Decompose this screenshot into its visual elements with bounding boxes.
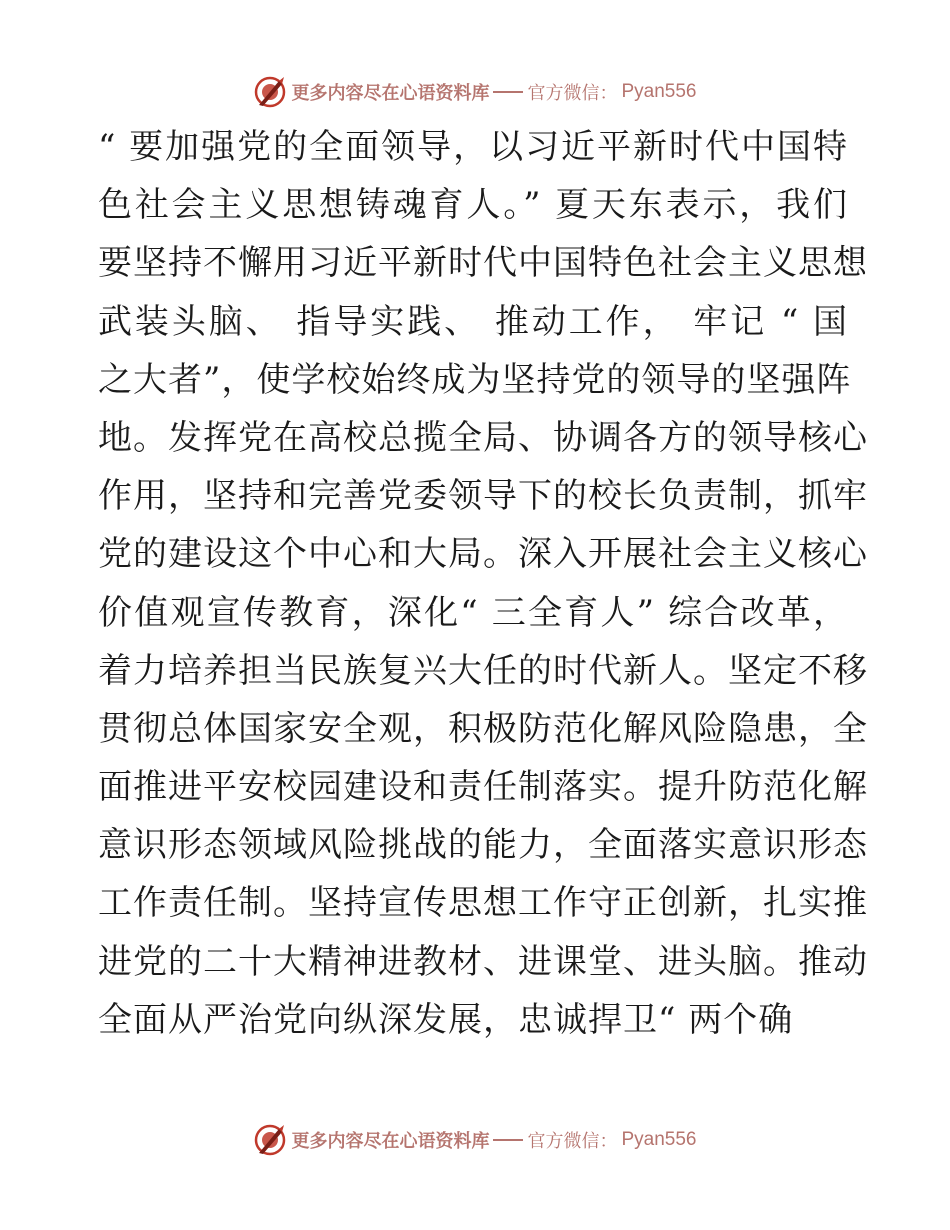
body-line: 之大者”，使学校始终成为坚持党的领导的坚强阵 (98, 359, 852, 400)
body-line: 面推进平安校园建设和责任制落实。提升防范化解 (98, 767, 868, 808)
body-line: 党的建设这个中心和大局。深入开展社会主义核心 (98, 534, 868, 575)
header-separator (493, 91, 523, 93)
footer-official-text: 官方微信： (527, 1131, 618, 1152)
footer-watermark (0, 1120, 950, 1160)
body-line: 意识形态领域风险挑战的能力，全面落实意识形态 (98, 825, 868, 866)
body-line: 进党的二十大精神进教材、进课堂、进头脑。推动 (98, 941, 868, 982)
body-line: 着力培养担当民族复兴大任的时代新人。坚定不移 (98, 650, 868, 691)
body-line: 作用，坚持和完善党委领导下的校长负责制，抓牢 (98, 476, 868, 517)
footer-site-text: 更多内容尽在心语资料库 (291, 1131, 490, 1152)
body-line: 武装头脑、 指导实践、 推动工作， 牢记 “ 国 (98, 301, 848, 342)
body-line: 要坚持不懈用习近平新时代中国特色社会主义思想 (98, 243, 868, 284)
body-line: 贯彻总体国家安全观，积极防范化解风险隐患，全 (98, 708, 868, 749)
body-line: 价值观宣传教育，深化“ 三全育人” 综合改革， (98, 592, 848, 633)
footer-separator (493, 1139, 523, 1141)
header-watermark (0, 72, 950, 112)
body-line: 全面从严治党向纵深发展，忠诚捍卫“ 两个确 (98, 999, 794, 1040)
quill-pen-logo-icon (253, 1123, 287, 1157)
footer-wechat-id: Pyan556 (621, 1129, 697, 1150)
header-site-text: 更多内容尽在心语资料库 (291, 83, 490, 104)
body-line: “ 要加强党的全面领导，以习近平新时代中国特 (98, 127, 848, 167)
header-wechat-id: Pyan556 (621, 81, 697, 102)
body-line: 地。发挥党在高校总揽全局、协调各方的领导核心 (98, 417, 868, 458)
document-body (98, 118, 868, 1049)
header-official-text: 官方微信： (527, 83, 618, 104)
body-line: 色社会主义思想铸魂育人。” 夏天东表示，我们 (98, 185, 848, 226)
body-line: 工作责任制。坚持宣传思想工作守正创新，扎实推 (98, 883, 868, 924)
quill-pen-logo-icon (253, 75, 287, 109)
